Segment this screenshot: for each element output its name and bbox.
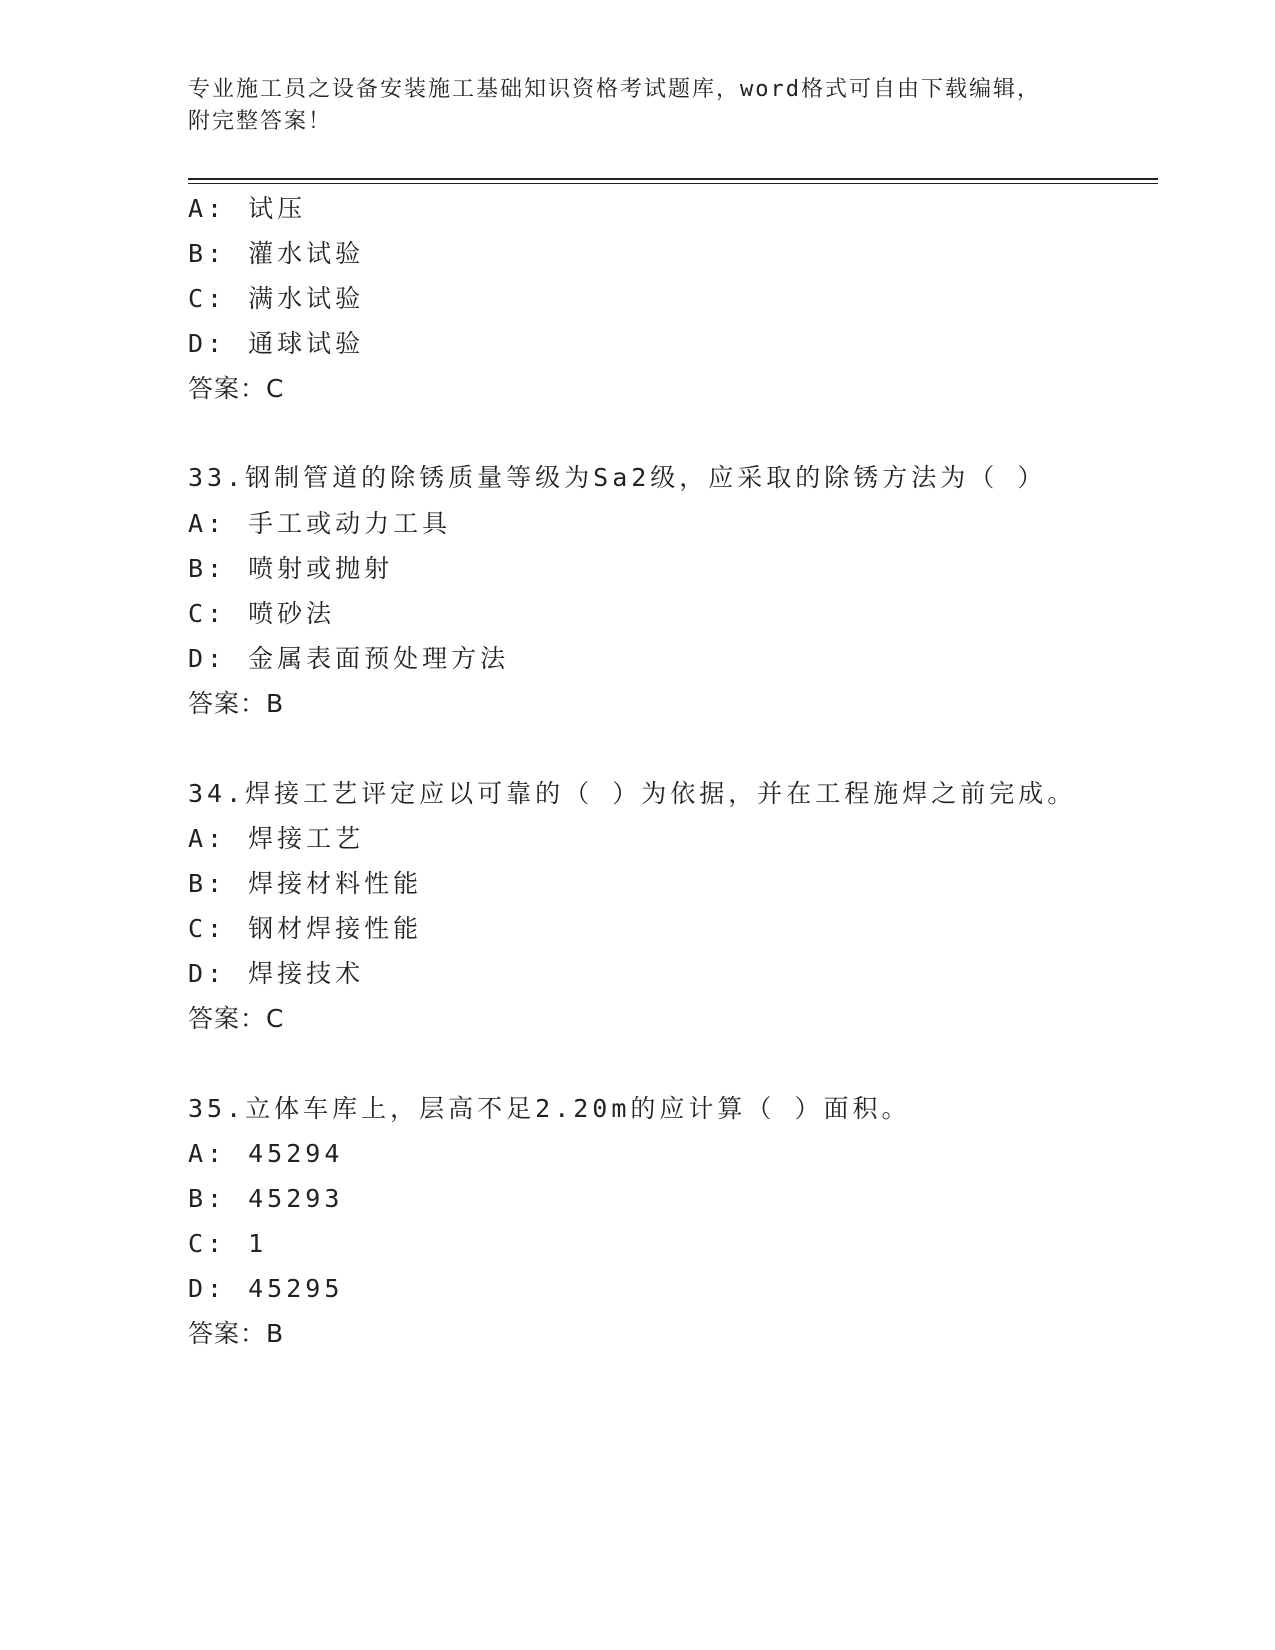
- q33-question: 33.钢制管道的除锈质量等级为Sa2级，应采取的除锈方法为（ ）: [188, 463, 1047, 492]
- q33-option-d: D: 金属表面预处理方法: [188, 644, 510, 673]
- q35-option-d: D: 45295: [188, 1274, 344, 1303]
- document-header: [188, 74, 1088, 138]
- q34-option-c: C: 钢材焊接性能: [188, 914, 423, 943]
- q34-option-d: D: 焊接技术: [188, 959, 365, 988]
- q34-question: 34.焊接工艺评定应以可靠的（ ）为依据，并在工程施焊之前完成。: [188, 779, 1077, 808]
- header-divider-thick: [188, 178, 1158, 180]
- q34-option-a: A: 焊接工艺: [188, 824, 365, 853]
- q32-answer: 答案：C: [188, 374, 285, 403]
- q33-answer: 答案：B: [188, 689, 285, 718]
- q35-question: 35.立体车库上，层高不足2.20m的应计算（ ）面积。: [188, 1094, 911, 1123]
- q33-option-c: C: 喷砂法: [188, 599, 336, 628]
- q32-option-d: D: 通球试验: [188, 329, 365, 358]
- q34-option-b: B: 焊接材料性能: [188, 869, 423, 898]
- header-divider-thin: [188, 183, 1158, 184]
- header-line-2: 附完整答案！: [188, 109, 333, 134]
- q35-answer: 答案：B: [188, 1319, 285, 1348]
- q35-option-c: C: 1: [188, 1229, 268, 1258]
- q33-option-b: B: 喷射或抛射: [188, 554, 394, 583]
- q33-option-a: A: 手工或动力工具: [188, 509, 452, 538]
- q35-option-a: A: 45294: [188, 1139, 344, 1168]
- q32-option-a: A: 试压: [188, 194, 307, 223]
- header-line-1: 专业施工员之设备安装施工基础知识资格考试题库，word格式可自由下载编辑，: [188, 77, 1041, 102]
- q35-option-b: B: 45293: [188, 1184, 344, 1213]
- q34-answer: 答案：C: [188, 1004, 285, 1033]
- q32-option-b: B: 灌水试验: [188, 239, 365, 268]
- q32-option-c: C: 满水试验: [188, 284, 365, 313]
